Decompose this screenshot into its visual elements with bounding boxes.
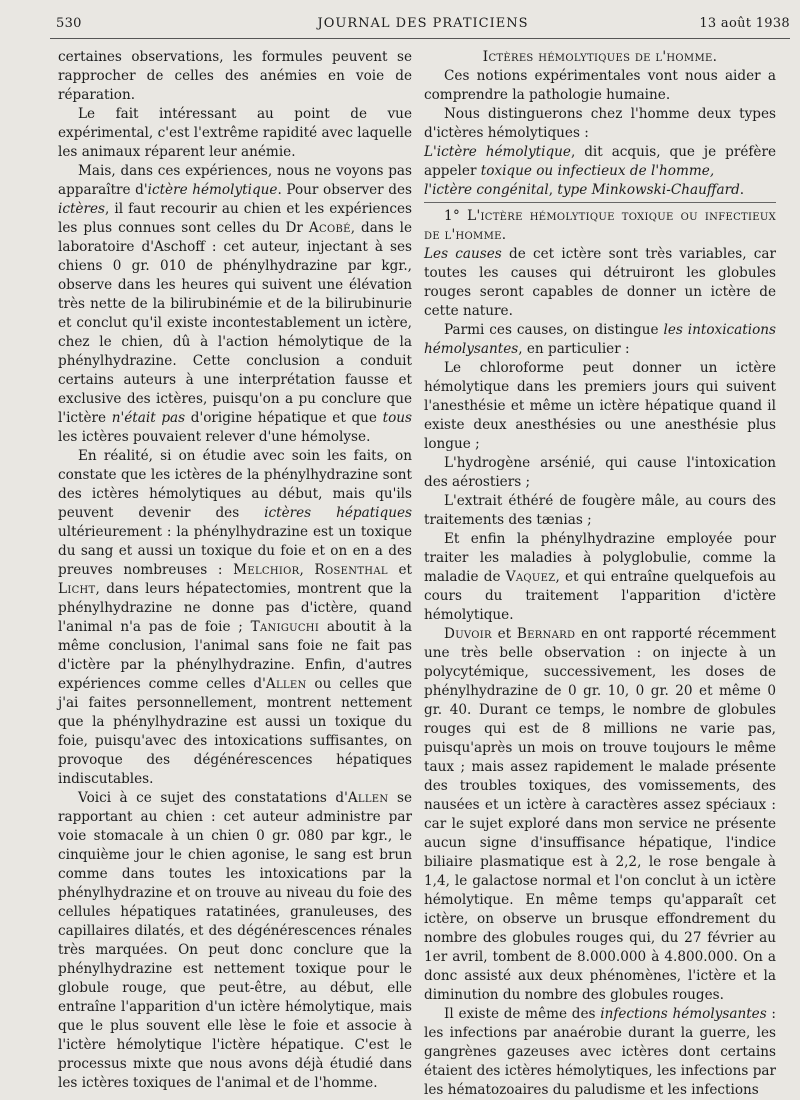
issue-date: 13 août 1938 bbox=[699, 16, 790, 31]
paragraph: Les causes de cet ictère sont très variables, car toutes les causes qui détruiront les globules rouges seront capables de donner un ictère de cette nature. bbox=[424, 246, 777, 319]
paragraph: l'ictère congénital, type Minkowski-Chauffard. bbox=[424, 182, 745, 198]
header-rule bbox=[50, 38, 790, 39]
paragraph: Duvoir et Bernard en ont rapporté récemment une très belle observation : on injecte à un polycytémique, successivement, les doses de phénylhydrazine de 0 gr. 10, 0 gr. 20 et même 0 gr. 40. Durant ce temps, le nombre de globules rouges qui est de 8 millions ne varie pas, puisqu'après un mois on trouve toujours le même taux ; mais assez rapidement le malade présente des troubles toxiques, des vomissements, des nausées et un ictère à caractères assez spéciaux : car le sujet exploré dans mon service ne présente aucun signe d'insuffisance hépatique, l'indice biliaire plasmatique est à 2,2, le rose bengale à 1,4, le galactose normal et l'on conclut à un ictère hémolytique. En même temps qu'apparaît cet ictère, on observe un brusque effondrement du nombre des globules rouges qui, du 27 février au 1er avril, tombent de 8.000.000 à 4.800.000. On a donc assisté aux deux phénomènes, l'ictère et la diminution du nombre des globules rouges. bbox=[424, 626, 776, 1003]
left-column bbox=[58, 48, 412, 1093]
paragraph: L'hydrogène arsénié, qui cause l'intoxication des aérostiers ; bbox=[424, 455, 776, 490]
paragraph: Parmi ces causes, on distingue les intoxications hémolysantes, en particulier : bbox=[424, 322, 776, 357]
page-number: 530 bbox=[56, 16, 82, 31]
paragraph: Le chloroforme peut donner un ictère hémolytique dans les premiers jours qui suivent l'anesthésie et même un ictère hépatique quand il existe deux anesthésies ou une anesthésie plus longue ; bbox=[424, 360, 776, 452]
section-divider bbox=[424, 202, 776, 203]
paragraph: En réalité, si on étudie avec soin les faits, on constate que les ictères de la phénylhydrazine sont des ictères hémolytiques au début, mais qu'ils peuvent devenir des ictères hépatiques ultérieurement : la phénylhydrazine est un toxique du sang et aussi un toxique du foie et on en a des preuves nombreuses : Melchior, Rosenthal et Licht, dans leurs hépatectomies, montrent que la phénylhydrazine ne donne pas d'ictère, quand l'animal n'a pas de foie ; Taniguchi aboutit à la même conclusion, l'animal sans foie ne fait pas d'ictère par la phénylhydrazine. Enfin, d'autres expériences comme celles d'Allen ou celles que j'ai faites personnellement, montrent nettement que la phénylhydrazine est aussi un toxique du foie, puisqu'avec des intoxications suffisantes, on provoque des dégénérescences hépatiques indiscutables. bbox=[58, 448, 413, 787]
right-column bbox=[424, 48, 776, 1100]
journal-title: JOURNAL DES PRATICIENS bbox=[317, 16, 529, 31]
paragraph: L'extrait éthéré de fougère mâle, au cours des traitements des tænias ; bbox=[424, 493, 776, 528]
subsection-heading: 1° L'ictère hémolytique toxique ou infectieux de l'homme. bbox=[424, 208, 776, 243]
paragraph: Ces notions expérimentales vont nous aider a comprendre la pathologie humaine. bbox=[424, 68, 776, 103]
section-heading: Ictères hémolytiques de l'homme. bbox=[482, 49, 718, 65]
paragraph: certaines observations, les formules peuvent se rapprocher de celles des anémies en voie de réparation. bbox=[58, 49, 412, 103]
paragraph: Le fait intéressant au point de vue expérimental, c'est l'extrême rapidité avec laquelle les animaux réparent leur anémie. bbox=[58, 106, 412, 160]
paragraph: Il existe de même des infections hémolysantes : les infections par anaérobie durant la guerre, les gangrènes gazeuses avec ictères dont certains étaient des ictères hémolytiques, les infections par les hématozoaires du paludisme et les infections bbox=[424, 1006, 776, 1098]
paragraph: Nous distinguerons chez l'homme deux types d'ictères hémolytiques : bbox=[424, 106, 776, 141]
paragraph: Voici à ce sujet des constatations d'Allen se rapportant au chien : cet auteur administre par voie stomacale à un chien 0 gr. 080 par kgr., le cinquième jour le chien agonise, le sang est brun comme dans toutes les intoxications par la phénylhydrazine et on trouve au niveau du foie des cellules hépatiques ratatinées, granuleuses, des capillaires dilatés, et des dégénérescences rénales très marquées. On peut donc conclure que la phénylhydrazine est nettement toxique pour le globule rouge, que peut-être, au début, elle entraîne l'apparition d'un ictère hémolytique, mais que le plus souvent elle lèse le foie et associe à l'ictère hémolytique l'ictère hépatique. C'est le processus mixte que nous avons déjà étudié dans les ictères toxiques de l'animal et de l'homme. bbox=[58, 790, 412, 1091]
running-header bbox=[56, 10, 790, 36]
paragraph: Mais, dans ces expériences, nous ne voyons pas apparaître d'ictère hémolytique. Pour observer des ictères, il faut recourir au chien et les expériences les plus connues sont celles du Dr Acobé, dans le laboratoire d'Aschoff : cet auteur, injectant à ses chiens 0 gr. 010 de phénylhydrazine par kgr., observe dans les heures qui suivent une élévation très nette de la bilirubinémie et de la bilirubinurie et conclut qu'il existe incontestablement un ictère, chez le chien, dû à l'action hémolytique de la phénylhydrazine. Cette conclusion a conduit certains auteurs à une interprétation fausse et exclusive des ictères, puisqu'on a pu conclure que l'ictère n'était pas d'origine hépatique et que tous les ictères pouvaient relever d'une hémolyse. bbox=[58, 163, 412, 445]
paragraph: Et enfin la phénylhydrazine employée pour traiter les maladies à polyglobulie, comme la maladie de Vaquez, et qui entraîne quelquefois au cours du traitement l'apparition d'ictère hémolytique. bbox=[424, 531, 776, 623]
paragraph: L'ictère hémolytique, dit acquis, que je préfère appeler toxique ou infectieux de l'homme, bbox=[424, 144, 776, 179]
